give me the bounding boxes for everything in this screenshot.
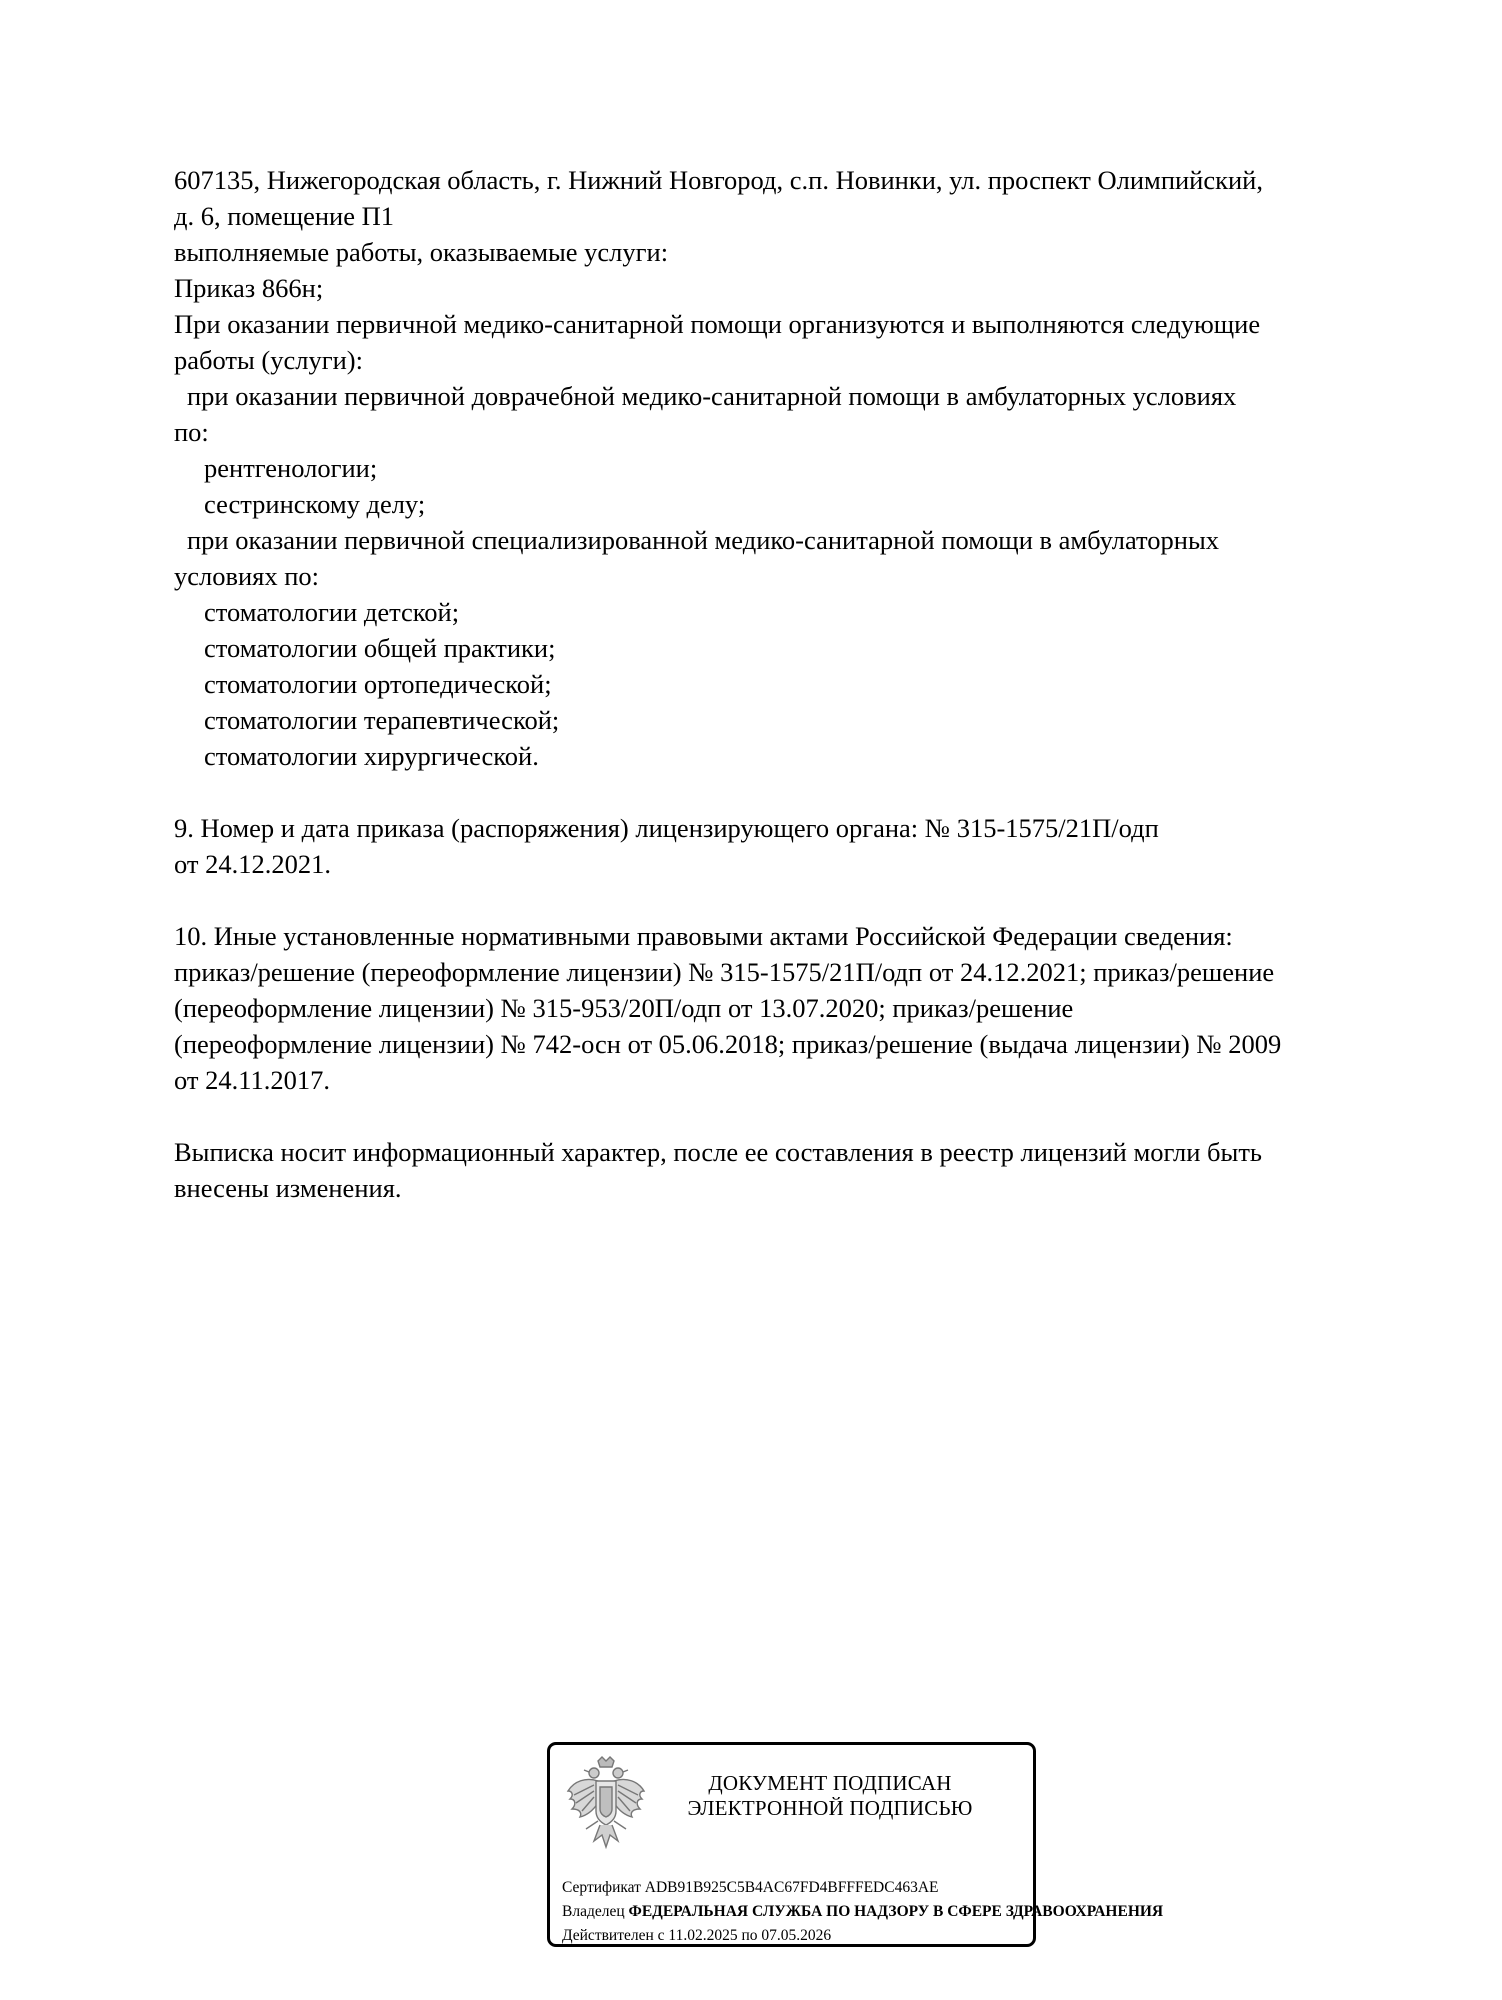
stamp-title-line-2: ЭЛЕКТРОННОЙ ПОДПИСЬЮ (687, 1796, 973, 1820)
services-intro-line-2: работы (услуги): (174, 345, 363, 375)
specialized-care-line-1: при оказании первичной специализированной медико-санитарной помощи в амбулаторных (187, 525, 1220, 555)
owner-value: ФЕДЕРАЛЬНАЯ СЛУЖБА ПО НАДЗОРУ В СФЕРЕ ЗДРАВООХРАНЕНИЯ (628, 1903, 1164, 1920)
document-body (174, 162, 1424, 1206)
list-item: сестринскому делу; (204, 489, 426, 519)
spacer (174, 1098, 1424, 1134)
disclaimer-line-1: Выписка носит информационный характер, после ее составления в реестр лицензий могли быть (174, 1137, 1262, 1167)
list-item: стоматологии общей практики; (204, 633, 556, 663)
prehospital-care-line-2: по: (174, 417, 209, 447)
section-10-line-4: (переоформление лицензии) № 742-осн от 05.06.2018; приказ/решение (выдача лицензии) № 2009 (174, 1029, 1282, 1059)
stamp-title-line-1: ДОКУМЕНТ ПОДПИСАН (708, 1771, 952, 1795)
coat-of-arms-icon (564, 1755, 648, 1851)
electronic-signature-stamp (547, 1742, 1164, 1947)
section-10-line-3: (переоформление лицензии) № 315-953/20П/одп от 13.07.2020; приказ/решение (174, 993, 1074, 1023)
section-10-line-5: от 24.11.2017. (174, 1065, 330, 1095)
owner-label: Владелец (562, 1903, 625, 1920)
list-item: стоматологии терапевтической; (204, 705, 560, 735)
list-item: стоматологии ортопедической; (204, 669, 552, 699)
certificate-row (562, 1878, 939, 1898)
disclaimer-line-2: внесены изменения. (174, 1173, 402, 1203)
validity-row: Действителен с 11.02.2025 по 07.05.2026 (562, 1927, 832, 1944)
order-reference: Приказ 866н; (174, 273, 324, 303)
owner-row (562, 1902, 1163, 1922)
works-heading: выполняемые работы, оказываемые услуги: (174, 237, 669, 267)
section-9-line-2: от 24.12.2021. (174, 849, 331, 879)
list-item: рентгенологии; (204, 453, 378, 483)
certificate-label: Сертификат (562, 1879, 641, 1896)
services-intro-line-1: При оказании первичной медико-санитарной помощи организуются и выполняются следующие (174, 309, 1261, 339)
section-10-line-1: 10. Иные установленные нормативными правовыми актами Российской Федерации сведения: (174, 921, 1233, 951)
section-9-line-1: 9. Номер и дата приказа (распоряжения) лицензирующего органа: № 315-1575/21П/одп (174, 813, 1159, 843)
prehospital-care-line-1: при оказании первичной доврачебной медико-санитарной помощи в амбулаторных условиях (187, 381, 1237, 411)
list-item: стоматологии детской; (204, 597, 460, 627)
list-item: стоматологии хирургической. (204, 741, 539, 771)
address-line-2: д. 6, помещение П1 (174, 201, 394, 231)
stamp-title (660, 1771, 1000, 1821)
spacer (174, 882, 1424, 918)
address-line-1: 607135, Нижегородская область, г. Нижний Новгород, с.п. Новинки, ул. проспект Олимпийский, (174, 165, 1263, 195)
certificate-value: ADB91B925C5B4AC67FD4BFFFEDC463AE (644, 1879, 939, 1896)
spacer (174, 774, 1424, 810)
section-10-line-2: приказ/решение (переоформление лицензии) № 315-1575/21П/одп от 24.12.2021; приказ/решение (174, 957, 1275, 987)
specialized-care-line-2: условиях по: (174, 561, 320, 591)
